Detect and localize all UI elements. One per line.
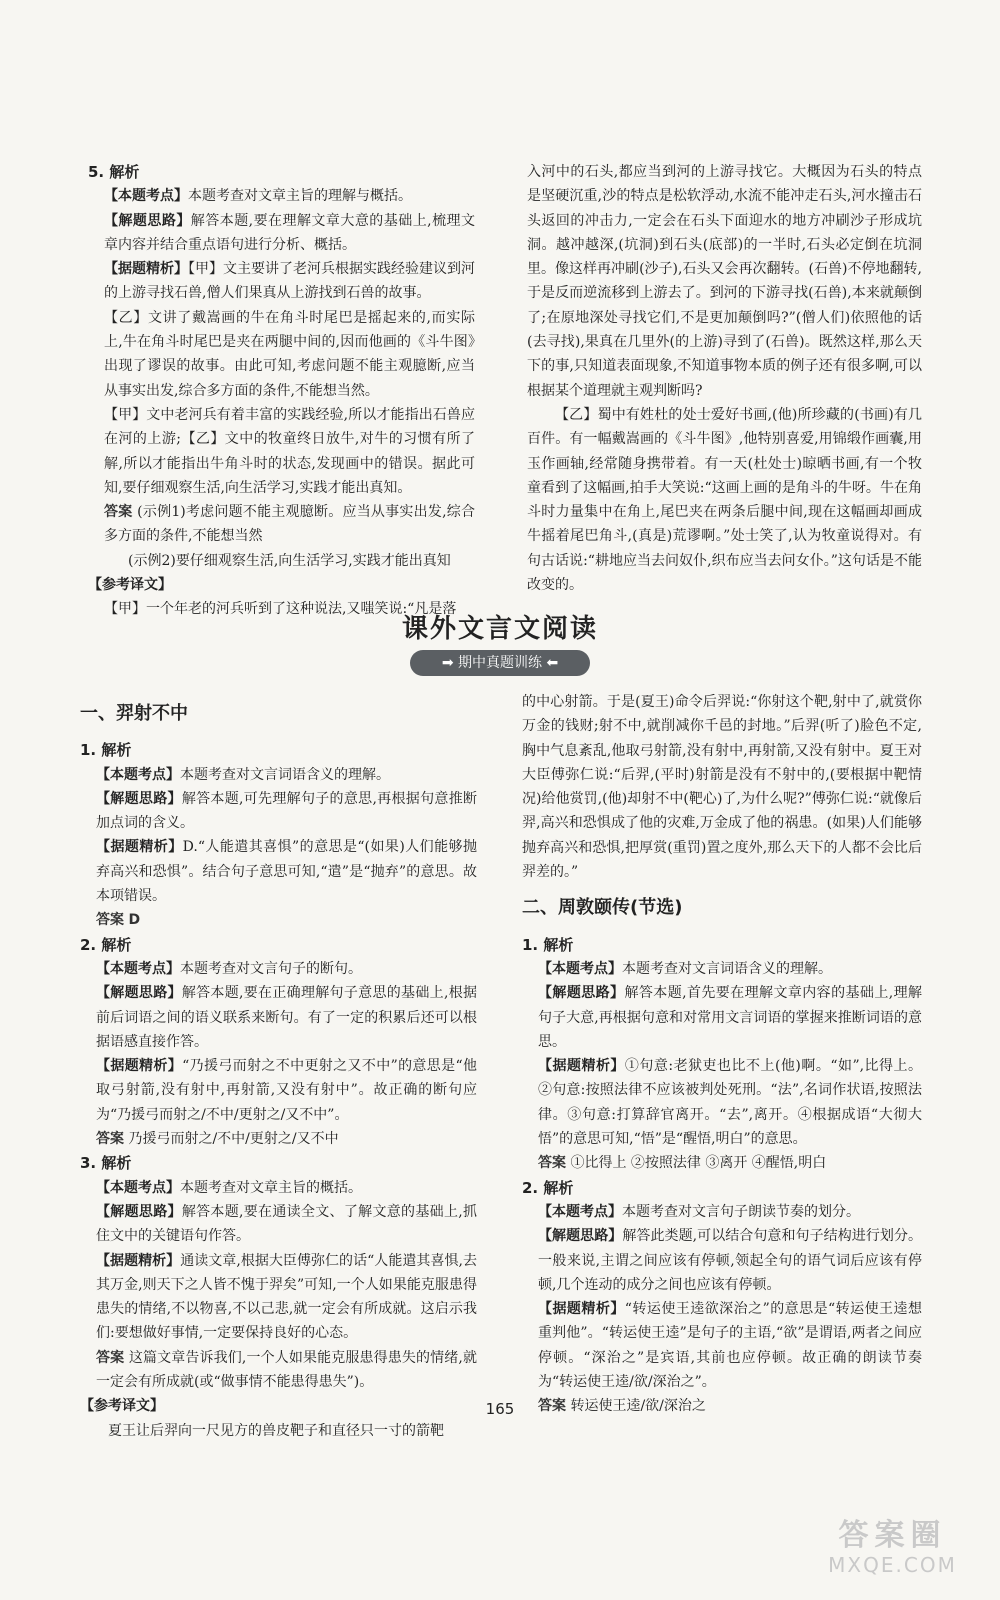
zh-q1-jingxi: ①句意:老狱吏也比不上(他)啊。“如”,比得上。②句意:按照法律不应该被判处死刑。“法”,名词作状语,按照法律。③句意:打算辞官离开。“去”,离开。④根据成语“大彻大悟”的意思可知,“悟”是“醒悟,明白”的意思。 bbox=[538, 1058, 923, 1148]
q1-answer: D bbox=[128, 912, 141, 929]
tag-jingxi: 【据题精析】 bbox=[96, 1252, 181, 1269]
tag-kaodian: 【本题考点】 bbox=[96, 960, 180, 977]
subsection-title-1: 一、羿射不中 bbox=[80, 703, 188, 724]
tag-jingxi: 【据题精析】 bbox=[104, 261, 188, 278]
tag-kaodian: 【本题考点】 bbox=[104, 188, 188, 205]
answer-label: 答案 bbox=[96, 1131, 124, 1148]
tag-silu: 【解题思路】 bbox=[96, 1203, 182, 1220]
q2-kaodian: 本题考查对文言句子的断句。 bbox=[180, 960, 362, 977]
q2-answer: 乃援弓而射之/不中/更射之/又不中 bbox=[128, 1131, 339, 1148]
tag-kaodian: 【本题考点】 bbox=[96, 1179, 180, 1196]
q3-jingxi: 通读文章,根据大臣傅弥仁的话“人能遣其喜惧,去其万金,则天下之人皆不愧于羿矣”可知,一个人如果能克服患得患失的情绪,不以物喜,不以己悲,就一定会有所成就。这启示我们:要想做好事情,一定要保持良好的心态。 bbox=[96, 1252, 477, 1342]
q2-silu: 解答本题,要在正确理解句子意思的基础上,根据前后词语之间的语义联系来断句。有了一定的积累后还可以根据语感直接作答。 bbox=[96, 985, 478, 1050]
tag-silu: 【解题思路】 bbox=[96, 985, 182, 1002]
section-banner: ➡ 期中真题训练 ⬅ bbox=[410, 650, 590, 676]
tag-jingxi: 【据题精析】 bbox=[538, 1058, 625, 1075]
answer-label: 答案 bbox=[538, 1398, 566, 1415]
zh-q1-heading: 1. 解析 bbox=[522, 935, 574, 954]
page-number: 165 bbox=[485, 1400, 515, 1418]
translation-yishe-cont: 的中心射箭。于是(夏王)命令后羿说:“你射这个靶,射中了,就赏你万金的钱财;射不中,就削减你千邑的封地。”后羿(听了)脸色不定,胸中气息紊乱,他取弓射箭,没有射中,再射箭,又没有射中。夏王对大臣傅弥仁说:“后羿,(平时)射箭是没有不射中的,(要根据中靶情况)给他赏罚,(他)却射不中(靶心)了,为什么呢?”傅弥仁说:“就像后羿,高兴和恐惧成了他的灾难,万金成了他的祸患。(如果)人们能够抛弃高兴和恐惧,把厚赏(重罚)置之度外,那么天下的人都不会比后羿差的。” bbox=[522, 694, 922, 881]
zh-q2-silu: 解答此类题,可以结合句意和句子结构进行划分。一般来说,主谓之间应该有停顿,领起全句的语气词后应该有停顿,几个连动的成分之间也应该有停顿。 bbox=[538, 1228, 922, 1293]
zh-q1-kaodian: 本题考查对文言词语含义的理解。 bbox=[622, 960, 832, 977]
q5-jingxi-3: 【甲】文中老河兵有着丰富的实践经验,所以才能指出石兽应在河的上游;【乙】文中的牧童终日放牛,对牛的习惯有所了解,所以才能指出牛角斗时的状态,发现画中的错误。据此可知,要仔细观察生活,向生活学习,实践才能出真知。 bbox=[104, 406, 475, 496]
translation-yi: 【乙】蜀中有姓杜的处士爱好书画,(他)所珍藏的(书画)有几百件。有一幅戴嵩画的《斗牛图》,他特别喜爱,用锦缎作画囊,用玉作画轴,经常随身携带着。有一天(杜处士)晾晒书画,有一个牧童看到了这幅画,拍手大笑说:“这画上画的是角斗的牛呀。牛在角斗时力量集中在角上,尾巴夹在两条后腿中间,现在这幅画却画成牛摇着尾巴角斗,(真是)荒谬啊。”处士笑了,认为牧童说得对。有句古话说:“耕地应当去问奴仆,织布应当去问女仆。”这句话是不能改变的。 bbox=[527, 406, 922, 594]
tag-silu: 【解题思路】 bbox=[538, 985, 625, 1002]
q5-kaodian: 本题考查对文章主旨的理解与概括。 bbox=[188, 188, 412, 205]
q5-silu: 解答本题,要在理解文章大意的基础上,梳理文章内容并结合重点语句进行分析、概括。 bbox=[104, 212, 475, 253]
zh-q1-answer: ①比得上 ②按照法律 ③离开 ④醒悟,明白 bbox=[570, 1155, 827, 1172]
q1-jingxi: D.“人能遣其喜惧”的意思是“(如果)人们能够抛弃高兴和恐惧”。结合句子意思可知,“遣”是“抛弃”的意思。故本项错误。 bbox=[96, 839, 477, 905]
answer-label: 答案 bbox=[104, 504, 133, 521]
q5-answer-2: (示例2)要仔细观察生活,向生活学习,实践才能出真知 bbox=[128, 552, 451, 569]
q5-jingxi-1: 【甲】文主要讲了老河兵根据实践经验建议到河的上游寻找石兽,僧人们果真从上游找到石兽的故事。 bbox=[104, 261, 475, 302]
q3-silu: 解答本题,要在通读全文、了解文意的基础上,抓住文中的关键语句作答。 bbox=[96, 1203, 478, 1245]
tag-jingxi: 【据题精析】 bbox=[538, 1301, 625, 1318]
top-left-column bbox=[88, 160, 475, 622]
q1-heading: 1. 解析 bbox=[80, 741, 132, 760]
section-title: 课外文言文阅读 bbox=[401, 614, 598, 644]
zh-q1-silu: 解答本题,首先要在理解文章内容的基础上,理解句子大意,再根据句意和对常用文言词语的掌握来推断词语的意思。 bbox=[538, 985, 922, 1050]
bottom-right-column bbox=[522, 690, 922, 1419]
q3-answer: 这篇文章告诉我们,一个人如果能克服患得患失的情绪,就一定会有所成就(或“做事情不能患得患失”)。 bbox=[96, 1349, 478, 1391]
top-right-column bbox=[527, 160, 922, 597]
logo-text-cn: 答案圈 bbox=[838, 1518, 947, 1553]
watermark-logo bbox=[805, 1518, 980, 1578]
zh-q2-kaodian: 本题考查对文言句子朗读节奏的划分。 bbox=[622, 1203, 860, 1220]
tag-jingxi: 【据题精析】 bbox=[96, 839, 183, 856]
q5-heading: 5. 解析 bbox=[88, 163, 140, 181]
tag-jingxi: 【据题精析】 bbox=[96, 1058, 183, 1075]
q2-heading: 2. 解析 bbox=[80, 935, 132, 954]
ref-translation-jia: 【甲】一个年老的河兵听到了这种说法,又嗤笑说:“凡是落 bbox=[104, 601, 457, 618]
q1-kaodian: 本题考查对文言词语含义的理解。 bbox=[180, 766, 390, 783]
ref-translation-label: 【参考译文】 bbox=[88, 577, 172, 594]
tag-kaodian: 【本题考点】 bbox=[538, 1203, 622, 1220]
tag-silu: 【解题思路】 bbox=[104, 212, 191, 229]
q2-jingxi: “乃援弓而射之不中更射之又不中”的意思是“他取弓射箭,没有射中,再射箭,又没有射中”。故正确的断句应为“乃援弓而射之/不中/更射之/又不中”。 bbox=[96, 1058, 477, 1123]
ref-translation-yishe: 夏王让后羿向一尺见方的兽皮靶子和直径只一寸的箭靶 bbox=[108, 1422, 444, 1439]
q3-kaodian: 本题考查对文章主旨的概括。 bbox=[180, 1179, 362, 1196]
tag-silu: 【解题思路】 bbox=[538, 1228, 623, 1245]
tag-silu: 【解题思路】 bbox=[96, 790, 182, 807]
answer-label: 答案 bbox=[96, 912, 124, 929]
bottom-left-column bbox=[80, 690, 477, 1443]
tag-kaodian: 【本题考点】 bbox=[96, 766, 180, 783]
q1-silu: 解答本题,可先理解句子的意思,再根据句意推断加点词的含义。 bbox=[96, 790, 478, 832]
zh-q2-heading: 2. 解析 bbox=[522, 1178, 574, 1197]
q5-jingxi-2: 【乙】文讲了戴嵩画的牛在角斗时尾巴是摇起来的,而实际上,牛在角斗时尾巴是夹在两腿中间的,因而他画的《斗牛图》出现了谬误的故事。由此可知,考虑问题不能主观臆断,应当从事实出发,综合多方面的条件,不能想当然。 bbox=[104, 309, 475, 399]
answer-label: 答案 bbox=[96, 1349, 125, 1366]
zh-q2-jingxi: “转运使王逵欲深治之”的意思是“转运使王逵想重判他”。“转运使王逵”是句子的主语,“欲”是谓语,两者之间应停顿。“深治之”是宾语,其前也应停顿。故正确的朗读节奏为“转运使王逵/欲/深治之”。 bbox=[538, 1301, 922, 1391]
ref-translation-label: 【参考译文】 bbox=[80, 1398, 164, 1415]
tag-kaodian: 【本题考点】 bbox=[538, 960, 622, 977]
logo-text-en: MXQE.COM bbox=[828, 1553, 957, 1577]
answer-label: 答案 bbox=[538, 1155, 566, 1172]
q5-answer-1: (示例1)考虑问题不能主观臆断。应当从事实出发,综合多方面的条件,不能想当然 bbox=[104, 504, 476, 545]
zh-q2-answer: 转运使王逵/欲/深治之 bbox=[570, 1398, 706, 1415]
subsection-title-2: 二、周敦颐传(节选) bbox=[522, 897, 683, 919]
q3-heading: 3. 解析 bbox=[80, 1154, 132, 1173]
translation-jia-cont: 入河中的石头,都应当到河的上游寻找它。大概因为石头的特点是坚硬沉重,沙的特点是松软浮动,水流不能冲走石头,河水撞击石头返回的冲击力,一定会在石头下面迎水的地方冲刷沙子形成坑洞。越冲越深,(坑洞)到石头(底部)的一半时,石头必定倒在坑洞里。像这样再冲刷(沙子),石头又会再次翻转。(石兽)不停地翻转,于是反而逆流移到上游去了。到河的下游寻找(石兽),本来就颠倒了;在原地深处寻找它们,不是更加颠倒吗?”(僧人们)依照他的话(去寻找),果真在几里外(的上游)寻到了(石兽)。既然这样,那么天下的事,只知道表面现象,不知道事物本质的例子还有很多啊,可以根据某个道理就主观判断吗? bbox=[527, 164, 922, 399]
